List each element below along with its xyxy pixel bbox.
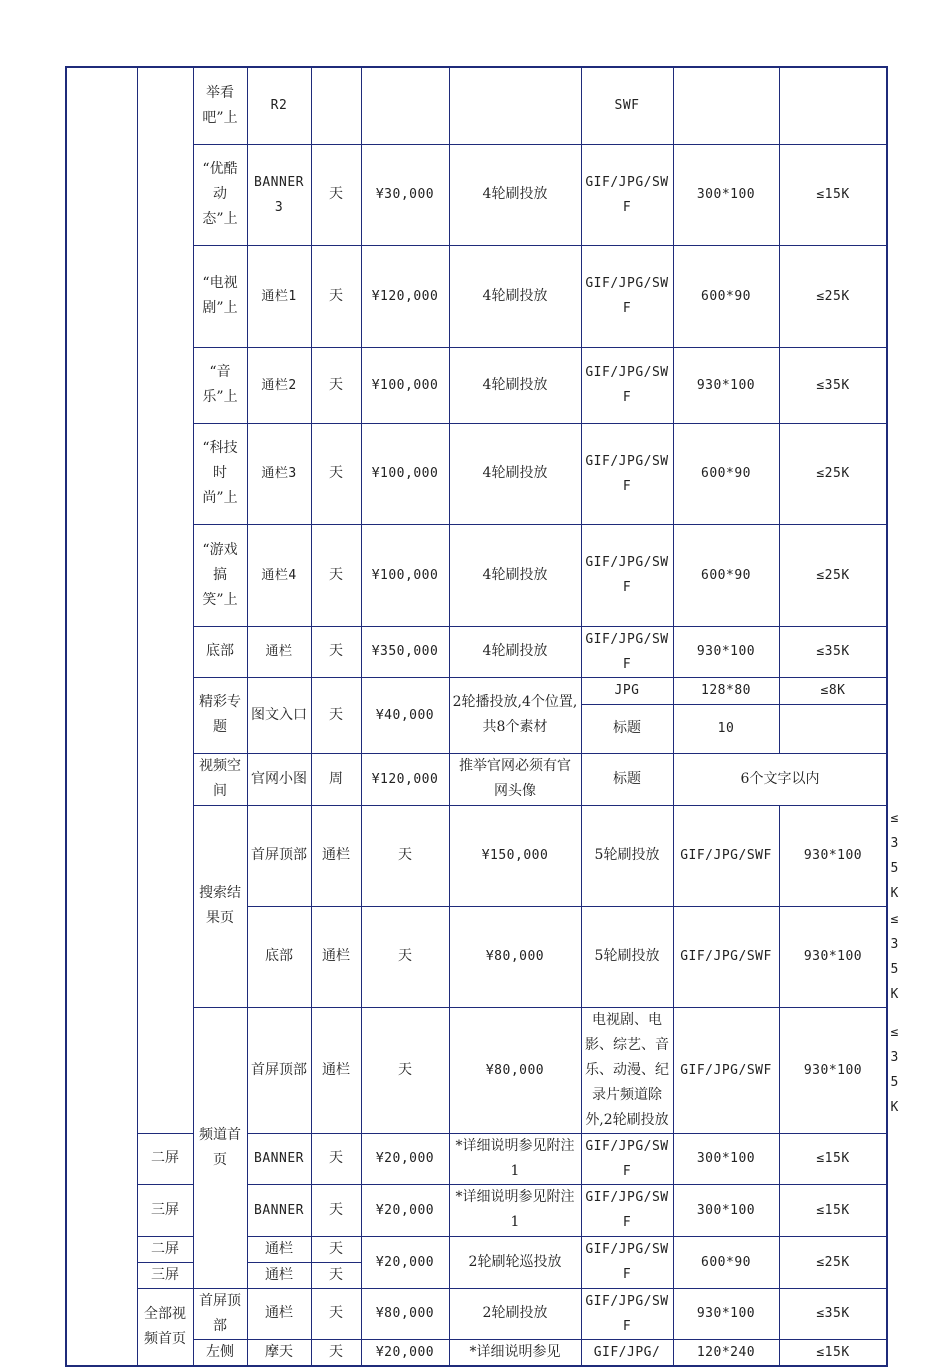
method-cell: 2轮刷轮巡投放 xyxy=(449,1236,581,1288)
limit-cell: ≤25K xyxy=(779,524,887,626)
unit-cell: 天 xyxy=(311,144,361,245)
ad-type-cell: 通栏 xyxy=(311,805,361,906)
format-cell: GIF/JPG/SWF xyxy=(581,1133,673,1184)
limit-cell: ≤15K xyxy=(779,1184,887,1236)
table-row xyxy=(66,1184,887,1236)
format-cell: GIF/JPG/SWF xyxy=(581,1184,673,1236)
unit-cell: 天 xyxy=(311,347,361,423)
position-cell: “游戏搞笑”上 xyxy=(193,524,247,626)
price-cell: ¥100,000 xyxy=(361,347,449,423)
format-cell: GIF/JPG/SWF xyxy=(673,906,779,1007)
format-cell: 标题 xyxy=(581,704,673,753)
position-cell: 二屏 xyxy=(137,1236,193,1262)
unit-cell: 天 xyxy=(311,524,361,626)
table-row: 搜索结果页 首屏顶部 通栏 天 ¥150,000 5轮刷投放 GIF/JPG/SWF 930*100 ≤35K xyxy=(66,805,887,906)
page-label-cell: 全部视频首页 xyxy=(137,1288,193,1366)
method-cell: 2轮播投放,4个位置,共8个素材 xyxy=(449,677,581,753)
method-cell xyxy=(449,67,581,144)
method-cell: 4轮刷投放 xyxy=(449,347,581,423)
method-cell: *详细说明参见 xyxy=(449,1339,581,1366)
ad-type-cell: 通栏 xyxy=(247,626,311,677)
price-cell: ¥100,000 xyxy=(361,423,449,524)
unit-cell: 天 xyxy=(361,1007,449,1133)
ad-type-cell: BANNER xyxy=(247,1184,311,1236)
size-cell: 930*100 xyxy=(673,1288,779,1339)
size-cell: 600*90 xyxy=(673,245,779,347)
price-cell: ¥40,000 xyxy=(361,677,449,753)
format-cell: 标题 xyxy=(581,753,673,805)
ad-type-cell: 通栏2 xyxy=(247,347,311,423)
limit-cell xyxy=(779,704,887,753)
position-cell: “优酷动态”上 xyxy=(193,144,247,245)
position-cell: 举看吧”上 xyxy=(193,67,247,144)
price-cell: ¥80,000 xyxy=(449,1007,581,1133)
format-cell: GIF/JPG/SWF xyxy=(581,626,673,677)
format-cell: JPG xyxy=(581,677,673,704)
unit-cell: 天 xyxy=(311,1262,361,1288)
unit-cell: 天 xyxy=(361,906,449,1007)
position-cell: 三屏 xyxy=(137,1184,193,1236)
size-cell xyxy=(673,67,779,144)
limit-cell xyxy=(779,67,887,144)
format-cell: GIF/JPG/SWF xyxy=(581,524,673,626)
limit-cell: ≤15K xyxy=(779,144,887,245)
ad-type-cell: 通栏4 xyxy=(247,524,311,626)
unit-cell: 天 xyxy=(311,1184,361,1236)
price-cell: ¥350,000 xyxy=(361,626,449,677)
limit-cell: ≤25K xyxy=(779,1236,887,1288)
method-cell: 4轮刷投放 xyxy=(449,626,581,677)
table-row xyxy=(66,1288,887,1339)
position-cell: 视频空间 xyxy=(193,753,247,805)
size-cell: 930*100 xyxy=(673,347,779,423)
format-cell: GIF/JPG/SWF xyxy=(673,1007,779,1133)
position-cell: “科技时尚”上 xyxy=(193,423,247,524)
table-row: 底部 通栏 天 ¥80,000 5轮刷投放 GIF/JPG/SWF 930*100 ≤35K xyxy=(66,906,887,1007)
size-cell: 930*100 xyxy=(779,1007,887,1133)
position-cell: 首屏顶部 xyxy=(247,805,311,906)
unit-cell: 周 xyxy=(311,753,361,805)
format-cell: GIF/JPG/SWF xyxy=(581,245,673,347)
ad-type-cell: R2 xyxy=(247,67,311,144)
size-cell: 930*100 xyxy=(779,805,887,906)
page-label-cell: 频道首页 xyxy=(193,1007,247,1288)
limit-cell: ≤35K xyxy=(779,347,887,423)
position-cell: 精彩专题 xyxy=(193,677,247,753)
size-cell: 10 xyxy=(673,704,779,753)
position-cell: “音乐”上 xyxy=(193,347,247,423)
size-cell: 6个文字以内 xyxy=(673,753,887,805)
ad-rate-table xyxy=(65,66,899,1367)
position-cell: 左侧 xyxy=(193,1339,247,1366)
blank-page-cell xyxy=(137,67,193,1133)
limit-cell: ≤8K xyxy=(779,677,887,704)
blank-category-cell xyxy=(66,67,137,1366)
price-cell: ¥20,000 xyxy=(361,1236,449,1288)
price-cell: ¥120,000 xyxy=(361,753,449,805)
limit-cell: ≤35K xyxy=(779,626,887,677)
table-row xyxy=(66,1133,887,1184)
ad-type-cell: 通栏 xyxy=(247,1288,311,1339)
format-cell: GIF/JPG/SWF xyxy=(581,1236,673,1288)
unit-cell: 天 xyxy=(311,1339,361,1366)
ad-type-cell: 通栏 xyxy=(247,1262,311,1288)
price-cell: ¥30,000 xyxy=(361,144,449,245)
size-cell: 120*240 xyxy=(673,1339,779,1366)
size-cell: 600*90 xyxy=(673,524,779,626)
position-cell: 二屏 xyxy=(137,1133,193,1184)
format-cell: SWF xyxy=(581,67,673,144)
format-cell: GIF/JPG/SWF xyxy=(581,423,673,524)
method-cell: *详细说明参见附注1 xyxy=(449,1184,581,1236)
price-cell: ¥20,000 xyxy=(361,1133,449,1184)
ad-type-cell: BANNER3 xyxy=(247,144,311,245)
unit-cell: 天 xyxy=(311,626,361,677)
price-cell xyxy=(361,67,449,144)
method-cell: 4轮刷投放 xyxy=(449,245,581,347)
size-cell: 930*100 xyxy=(779,906,887,1007)
unit-cell xyxy=(311,67,361,144)
price-cell: ¥120,000 xyxy=(361,245,449,347)
size-cell: 300*100 xyxy=(673,144,779,245)
price-cell: ¥20,000 xyxy=(361,1339,449,1366)
ad-type-cell: 通栏3 xyxy=(247,423,311,524)
price-cell: ¥80,000 xyxy=(361,1288,449,1339)
size-cell: 600*90 xyxy=(673,1236,779,1288)
format-cell: GIF/JPG/SWF xyxy=(581,347,673,423)
format-cell: GIF/JPG/SWF xyxy=(581,1288,673,1339)
method-cell: *详细说明参见附注1 xyxy=(449,1133,581,1184)
price-cell: ¥100,000 xyxy=(361,524,449,626)
size-cell: 300*100 xyxy=(673,1133,779,1184)
limit-cell: ≤25K xyxy=(779,245,887,347)
method-cell: 5轮刷投放 xyxy=(581,906,673,1007)
limit-cell: ≤15K xyxy=(779,1339,887,1366)
format-cell: GIF/JPG/SWF xyxy=(673,805,779,906)
price-cell: ¥150,000 xyxy=(449,805,581,906)
format-cell: GIF/JPG/SWF xyxy=(581,144,673,245)
size-cell: 128*80 xyxy=(673,677,779,704)
limit-cell: ≤25K xyxy=(779,423,887,524)
ad-type-cell: 通栏1 xyxy=(247,245,311,347)
position-cell: 首屏顶部 xyxy=(193,1288,247,1339)
ad-type-cell: 通栏 xyxy=(247,1236,311,1262)
position-cell: 底部 xyxy=(247,906,311,1007)
method-cell: 4轮刷投放 xyxy=(449,144,581,245)
ad-type-cell: 官网小图 xyxy=(247,753,311,805)
method-cell: 推举官网必须有官网头像 xyxy=(449,753,581,805)
table-row xyxy=(66,1236,887,1262)
table-row: 频道首页 首屏顶部 通栏 天 ¥80,000 电视剧、电影、综艺、音乐、动漫、纪录片频道除外,2轮刷投放 GIF/JPG/SWF 930*100 ≤35K xyxy=(66,1007,887,1133)
size-cell: 600*90 xyxy=(673,423,779,524)
unit-cell: 天 xyxy=(311,245,361,347)
position-cell: 底部 xyxy=(193,626,247,677)
method-cell: 5轮刷投放 xyxy=(581,805,673,906)
position-cell: “电视剧”上 xyxy=(193,245,247,347)
ad-type-cell: 通栏 xyxy=(311,906,361,1007)
limit-cell: ≤15K xyxy=(779,1133,887,1184)
size-cell: 300*100 xyxy=(673,1184,779,1236)
table-row xyxy=(66,67,887,144)
unit-cell: 天 xyxy=(311,677,361,753)
method-cell: 4轮刷投放 xyxy=(449,524,581,626)
page-label-cell: 搜索结果页 xyxy=(193,805,247,1007)
position-cell: 首屏顶部 xyxy=(247,1007,311,1133)
ad-type-cell: 通栏 xyxy=(311,1007,361,1133)
ad-type-cell: BANNER xyxy=(247,1133,311,1184)
unit-cell: 天 xyxy=(311,423,361,524)
method-cell: 电视剧、电影、综艺、音乐、动漫、纪录片频道除外,2轮刷投放 xyxy=(581,1007,673,1133)
format-cell: GIF/JPG/ xyxy=(581,1339,673,1366)
ad-type-cell: 图文入口 xyxy=(247,677,311,753)
price-cell: ¥80,000 xyxy=(449,906,581,1007)
ad-type-cell: 摩天 xyxy=(247,1339,311,1366)
method-cell: 4轮刷投放 xyxy=(449,423,581,524)
method-cell: 2轮刷投放 xyxy=(449,1288,581,1339)
size-cell: 930*100 xyxy=(673,626,779,677)
unit-cell: 天 xyxy=(361,805,449,906)
unit-cell: 天 xyxy=(311,1236,361,1262)
unit-cell: 天 xyxy=(311,1288,361,1339)
price-cell: ¥20,000 xyxy=(361,1184,449,1236)
limit-cell: ≤35K xyxy=(779,1288,887,1339)
unit-cell: 天 xyxy=(311,1133,361,1184)
position-cell: 三屏 xyxy=(137,1262,193,1288)
